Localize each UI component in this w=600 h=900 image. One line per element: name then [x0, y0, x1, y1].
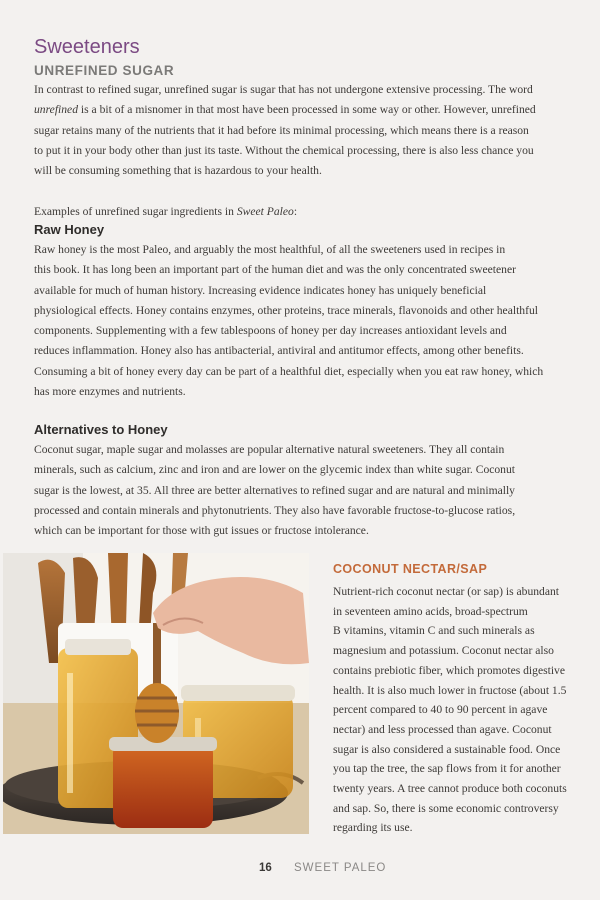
- alternatives-heading: Alternatives to Honey: [34, 422, 168, 437]
- coconut-line: nectar) and less processed than agave. Coconut: [333, 722, 552, 736]
- coconut-line: regarding its use.: [333, 821, 413, 835]
- honey-jars-photo: [3, 553, 309, 834]
- coconut-line: in seventeen amino acids, broad-spectrum: [333, 604, 528, 618]
- raw-honey-line: Raw honey is the most Paleo, and arguably the most healthful, of all the sweeteners used in recipes in: [34, 243, 506, 256]
- intro-line: to put it in your body other than just its taste. Without the chemical processing, there is also less chance you: [34, 143, 534, 157]
- coconut-line: sugar is also considered a sustainable food. Once: [333, 742, 561, 756]
- section-subtitle: UNREFINED SUGAR: [34, 63, 175, 78]
- intro-line: unrefined is a bit of a misnomer in that most have been processed in some way or other. However, unrefined: [34, 103, 536, 117]
- intro-line: will be consuming something that is hazardous to your health.: [34, 164, 322, 178]
- coconut-line: you tap the tree, the sap flows from it for another: [333, 762, 561, 776]
- alternatives-paragraph: [34, 440, 600, 541]
- raw-honey-line: components. Supplementing with a few tablespoons of honey per day increases antioxidant levels and: [34, 324, 507, 338]
- alternatives-line: minerals, such as calcium, zinc and iron and are lower on the glycemic index than white sugar. Coconut: [34, 463, 515, 477]
- intro-paragraph: [34, 80, 600, 181]
- raw-honey-line: Consuming a bit of honey every day can be part of a healthful diet, especially when you eat raw honey, which: [34, 364, 544, 378]
- coconut-heading: COCONUT NECTAR/SAP: [333, 562, 488, 576]
- alternatives-line: sugar is the lowest, at 35. All three are better alternatives to refined sugar and are natural and minimally: [34, 483, 515, 497]
- page-footer: [0, 862, 600, 880]
- coconut-line: magnesium and potassium. Coconut nectar also: [333, 644, 554, 658]
- raw-honey-heading: Raw Honey: [34, 222, 105, 237]
- honey-jars-illustration: [3, 553, 309, 834]
- alternatives-line: Coconut sugar, maple sugar and molasses are popular alternative natural sweeteners. They all contain: [34, 443, 505, 456]
- section-title: Sweeteners: [34, 36, 140, 58]
- coconut-line: percent compared to 40 to 90 percent in agave: [333, 703, 548, 717]
- raw-honey-line: this book. It has long been an important part of the human diet and was the only concentrated sweetener: [34, 263, 516, 277]
- page-number: 16: [259, 862, 272, 874]
- examples-text: Examples of unrefined sugar ingredients in Sweet Paleo:: [34, 205, 298, 218]
- examples-line: [34, 202, 600, 222]
- raw-honey-line: available for much of human history. Increasing evidence indicates honey has uniquely beneficial: [34, 283, 487, 297]
- coconut-line: twenty years. A tree cannot produce both coconuts: [333, 782, 567, 796]
- alternatives-line: which can be important for those with gut issues or fructose intolerance.: [34, 524, 369, 538]
- book-title: SWEET PALEO: [294, 862, 387, 874]
- coconut-paragraph: [333, 582, 600, 838]
- coconut-line: contains prebiotic fiber, which promotes digestive: [333, 663, 565, 677]
- intro-line-rest: is a bit of a misnomer in that most have been processed in some way or other. However, unrefined: [78, 103, 536, 117]
- alternatives-line: processed and contain minerals and phytonutrients. They also have favorable fructose-to-glucose ratios,: [34, 503, 516, 517]
- coconut-line: and sap. So, there is some economic controversy: [333, 801, 559, 815]
- intro-line: sugar retains many of the nutrients that it had before its minimal processing, which means there is a reason: [34, 123, 529, 137]
- coconut-line: B vitamins, vitamin C and such minerals as: [333, 624, 535, 638]
- raw-honey-paragraph: [34, 240, 600, 402]
- coconut-line: health. It is also much lower in fructose (about 1.5: [333, 683, 567, 697]
- raw-honey-line: physiological effects. Honey contains enzymes, other proteins, trace minerals, flavonoids and other healthful: [34, 303, 538, 317]
- intro-line: In contrast to refined sugar, unrefined sugar is sugar that has not undergone extensive processing. The word: [34, 83, 533, 96]
- raw-honey-line: has more enzymes and nutrients.: [34, 385, 186, 399]
- coconut-line: Nutrient-rich coconut nectar (or sap) is abundant: [333, 585, 559, 598]
- raw-honey-line: reduces inflammation. Honey also has antibacterial, antiviral and antitumor effects, among other benefits.: [34, 344, 524, 358]
